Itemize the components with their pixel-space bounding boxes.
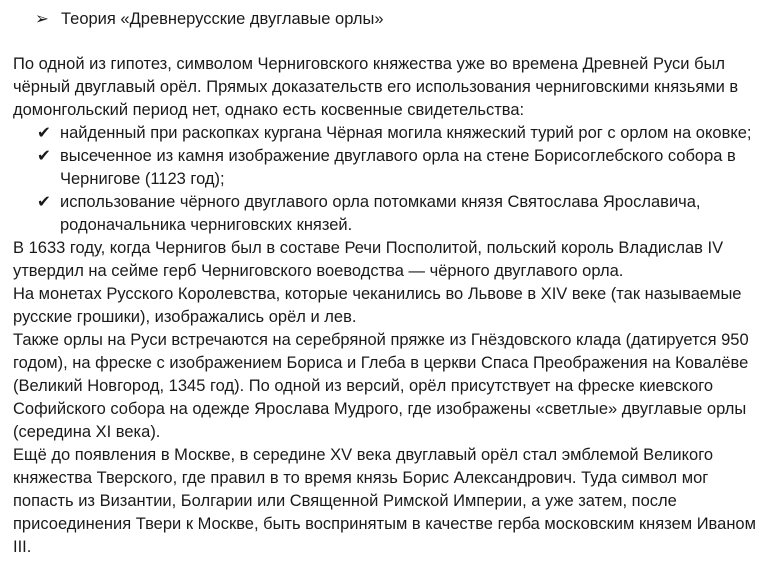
evidence-item-text: высеченное из камня изображение двуглавого орла на стене Борисоглебского собора в Чернигове (1123 год); bbox=[60, 147, 736, 188]
intro-paragraph: По одной из гипотез, символом Черниговского княжества уже во времена Древней Руси был чёрный двуглавый орёл. Прямых доказательств его использования черниговскими князьями в домонгольский период нет, однако есть косвенные свидетельства: bbox=[13, 55, 739, 119]
checkmark-icon: ✔ bbox=[37, 124, 51, 142]
paragraph-russian-kingdom-coins: На монетах Русского Королевства, которые чеканились во Львове в XIV веке (так называемые русские грошики), изображались орёл и лев. bbox=[13, 285, 742, 326]
arrowhead-bullet-icon: ➢ bbox=[35, 10, 49, 28]
evidence-item-text: найденный при раскопках кургана Чёрная могила княжеский турий рог с орлом на оковке; bbox=[60, 124, 752, 142]
section-heading-text: Теория «Древнерусские двуглавые орлы» bbox=[61, 10, 384, 28]
evidence-item bbox=[13, 191, 763, 237]
section-heading bbox=[35, 8, 763, 31]
checkmark-icon: ✔ bbox=[37, 147, 51, 165]
evidence-item bbox=[13, 145, 763, 191]
paragraph-tver-principality: Ещё до появления в Москве, в середине XV века двуглавый орёл стал эмблемой Великого княжества Тверского, где правил в то время князь Борис Александрович. Туда символ мог попасть из Византии, Болгарии или Священной Римской Империи, а уже затем, после присоединения Твери к Москве, быть воспринятым в качестве герба московским князем Иваном III. bbox=[13, 446, 756, 556]
evidence-list bbox=[13, 122, 763, 237]
document-page bbox=[13, 8, 763, 559]
paragraph-eagles-in-rus: Также орлы на Руси встречаются на серебряной пряжке из Гнёздовского клада (датируется 950 годом), на фреске с изображением Бориса и Глеба в церкви Спаса Преображения на Ковалёве (Великий Новгород, 1345 год). По одной из версий, орёл присутствует на фреске киевского Софийского собора на одежде Ярослава Мудрого, где изображены «светлые» двуглавые орлы (середина XI века). bbox=[13, 331, 749, 441]
checkmark-icon: ✔ bbox=[37, 193, 51, 211]
evidence-item-text: использование чёрного двуглавого орла потомками князя Святослава Ярославича, родоначальника черниговских князей. bbox=[60, 193, 701, 234]
evidence-item bbox=[13, 122, 763, 145]
paragraph-polish-coat-of-arms: В 1633 году, когда Чернигов был в составе Речи Посполитой, польский король Владислав IV утвердил на сейме герб Черниговского воеводства — чёрного двуглавого орла. bbox=[13, 239, 724, 280]
